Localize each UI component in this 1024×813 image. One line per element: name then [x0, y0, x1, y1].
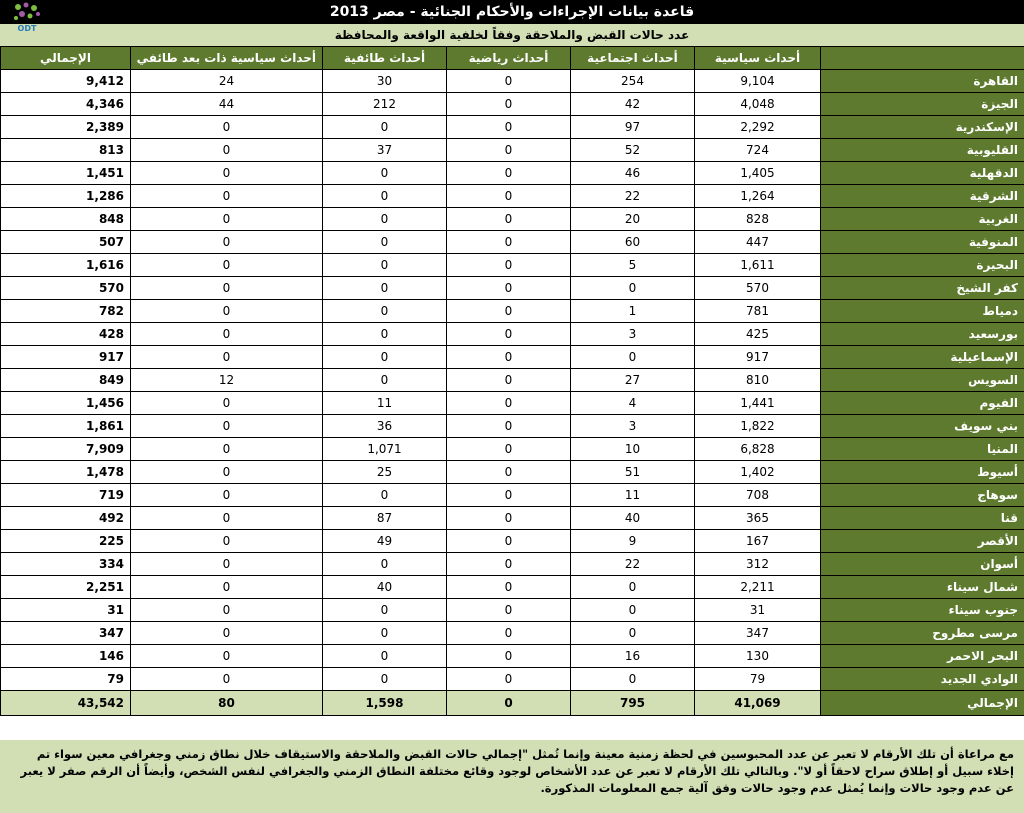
row-total-cell: 1,478: [1, 461, 131, 484]
value-cell: 27: [571, 369, 695, 392]
value-cell: 0: [447, 346, 571, 369]
arrests-table: [0, 46, 1024, 716]
value-cell: 0: [447, 93, 571, 116]
table-row: [1, 162, 1024, 185]
row-total-cell: 43,542: [1, 691, 131, 716]
governorate-cell: جنوب سيناء: [821, 599, 1024, 622]
value-cell: 0: [131, 530, 323, 553]
row-total-cell: 719: [1, 484, 131, 507]
governorate-cell: الفيوم: [821, 392, 1024, 415]
value-cell: 37: [323, 139, 447, 162]
value-cell: 5: [571, 254, 695, 277]
value-cell: 347: [695, 622, 821, 645]
value-cell: 40: [571, 507, 695, 530]
value-cell: 0: [131, 461, 323, 484]
row-total-cell: 428: [1, 323, 131, 346]
value-cell: 0: [323, 484, 447, 507]
row-total-cell: 79: [1, 668, 131, 691]
value-cell: 80: [131, 691, 323, 716]
value-cell: 4,048: [695, 93, 821, 116]
row-total-cell: 7,909: [1, 438, 131, 461]
table-row: [1, 277, 1024, 300]
value-cell: 0: [131, 162, 323, 185]
value-cell: 167: [695, 530, 821, 553]
value-cell: 97: [571, 116, 695, 139]
value-cell: 0: [447, 622, 571, 645]
table-row: [1, 392, 1024, 415]
table-row: [1, 208, 1024, 231]
governorate-cell: البحيرة: [821, 254, 1024, 277]
value-cell: 0: [571, 346, 695, 369]
value-cell: 0: [447, 553, 571, 576]
value-cell: 12: [131, 369, 323, 392]
governorate-cell: الأقصر: [821, 530, 1024, 553]
governorate-cell: الإسماعيلية: [821, 346, 1024, 369]
value-cell: 0: [447, 484, 571, 507]
row-total-cell: 31: [1, 599, 131, 622]
governorate-cell: الإسكندرية: [821, 116, 1024, 139]
value-cell: 1,441: [695, 392, 821, 415]
row-total-cell: 492: [1, 507, 131, 530]
value-cell: 0: [571, 668, 695, 691]
value-cell: 0: [323, 162, 447, 185]
value-cell: 0: [447, 323, 571, 346]
row-total-cell: 848: [1, 208, 131, 231]
value-cell: 365: [695, 507, 821, 530]
governorate-cell: دمياط: [821, 300, 1024, 323]
value-cell: 570: [695, 277, 821, 300]
value-cell: 0: [323, 185, 447, 208]
table-row: [1, 553, 1024, 576]
value-cell: 0: [131, 277, 323, 300]
value-cell: 51: [571, 461, 695, 484]
value-cell: 0: [447, 162, 571, 185]
value-cell: 0: [323, 622, 447, 645]
row-total-cell: 813: [1, 139, 131, 162]
value-cell: 44: [131, 93, 323, 116]
value-cell: 0: [323, 116, 447, 139]
value-cell: 0: [323, 208, 447, 231]
row-total-cell: 4,346: [1, 93, 131, 116]
column-header: أحداث اجتماعية: [571, 47, 695, 70]
value-cell: 0: [131, 645, 323, 668]
value-cell: 0: [323, 346, 447, 369]
value-cell: 1,405: [695, 162, 821, 185]
value-cell: 20: [571, 208, 695, 231]
logo-icon: [4, 2, 50, 24]
value-cell: 1,822: [695, 415, 821, 438]
value-cell: 6,828: [695, 438, 821, 461]
table-row: [1, 300, 1024, 323]
value-cell: 828: [695, 208, 821, 231]
value-cell: 60: [571, 231, 695, 254]
governorate-cell: أسيوط: [821, 461, 1024, 484]
value-cell: 0: [323, 254, 447, 277]
value-cell: 1,264: [695, 185, 821, 208]
governorate-cell: المنيا: [821, 438, 1024, 461]
value-cell: 1,071: [323, 438, 447, 461]
value-cell: 41,069: [695, 691, 821, 716]
value-cell: 1: [571, 300, 695, 323]
value-cell: 0: [323, 645, 447, 668]
value-cell: 0: [323, 599, 447, 622]
value-cell: 0: [131, 484, 323, 507]
value-cell: 708: [695, 484, 821, 507]
governorate-cell: القليوبية: [821, 139, 1024, 162]
governorate-cell: البحر الاحمر: [821, 645, 1024, 668]
value-cell: 11: [323, 392, 447, 415]
column-header: أحداث سياسية: [695, 47, 821, 70]
value-cell: 917: [695, 346, 821, 369]
table-row: [1, 323, 1024, 346]
value-cell: 0: [447, 254, 571, 277]
page-title: قاعدة بيانات الإجراءات والأحكام الجنائية - مصر 2013: [0, 0, 1024, 24]
value-cell: 0: [131, 415, 323, 438]
value-cell: 130: [695, 645, 821, 668]
value-cell: 46: [571, 162, 695, 185]
governorate-cell: القاهرة: [821, 70, 1024, 93]
governorate-cell: الدقهلية: [821, 162, 1024, 185]
value-cell: 22: [571, 185, 695, 208]
value-cell: 3: [571, 323, 695, 346]
value-cell: 1,598: [323, 691, 447, 716]
value-cell: 1,611: [695, 254, 821, 277]
table-row: [1, 438, 1024, 461]
value-cell: 87: [323, 507, 447, 530]
table-row: [1, 93, 1024, 116]
table-row: [1, 507, 1024, 530]
column-header: أحداث رياضية: [447, 47, 571, 70]
table-row: [1, 530, 1024, 553]
column-header: [821, 47, 1024, 70]
table-row: [1, 484, 1024, 507]
governorate-cell: أسوان: [821, 553, 1024, 576]
governorate-cell: بني سويف: [821, 415, 1024, 438]
value-cell: 0: [131, 323, 323, 346]
value-cell: 2,292: [695, 116, 821, 139]
value-cell: 22: [571, 553, 695, 576]
value-cell: 0: [447, 645, 571, 668]
value-cell: 1,402: [695, 461, 821, 484]
governorate-cell: المنوفية: [821, 231, 1024, 254]
value-cell: 0: [447, 530, 571, 553]
row-total-cell: 2,389: [1, 116, 131, 139]
value-cell: 3: [571, 415, 695, 438]
governorate-cell: مرسى مطروح: [821, 622, 1024, 645]
value-cell: 0: [447, 300, 571, 323]
value-cell: 0: [571, 576, 695, 599]
value-cell: 0: [447, 277, 571, 300]
table-row: [1, 346, 1024, 369]
value-cell: 425: [695, 323, 821, 346]
value-cell: 0: [447, 392, 571, 415]
value-cell: 0: [131, 185, 323, 208]
table-subtitle: عدد حالات القبض والملاحقة وفقاً لخلفية الواقعة والمحافظة: [0, 24, 1024, 47]
value-cell: 0: [131, 599, 323, 622]
governorate-cell: الجيزة: [821, 93, 1024, 116]
table-row: [1, 369, 1024, 392]
table-row: [1, 576, 1024, 599]
total-label: الإجمالي: [821, 691, 1024, 716]
value-cell: 42: [571, 93, 695, 116]
table-row: [1, 231, 1024, 254]
value-cell: 31: [695, 599, 821, 622]
value-cell: 0: [447, 369, 571, 392]
value-cell: 0: [447, 208, 571, 231]
footnote: مع مراعاة أن تلك الأرقام لا تعبر عن عدد المحبوسين في لحظة زمنية معينة وإنما تُمثل "إجمالي حالات القبض والملاحقة والاستيقاف خلال نطاق زمني وجغرافي معين سواء تم إخلاء سبيل أو إطلاق سراح لاحقاً أو لا". وبالتالي تلك الأرقام لا تعبر عن عدد الأشخاص لوجود وقائع مختلفة النطاق الزمني والجغرافي لنفس الشخص، وأيضاً أن الرقم صفر لا يعبر عن عدم وجود حالات وإنما يُمثل عدم وجود حالات وفق آلية جمع المعلومات المذكورة.: [0, 740, 1024, 813]
value-cell: 0: [131, 139, 323, 162]
value-cell: 0: [447, 415, 571, 438]
value-cell: 795: [571, 691, 695, 716]
odt-logo: [4, 2, 50, 42]
value-cell: 0: [447, 139, 571, 162]
value-cell: 0: [131, 668, 323, 691]
table-row: [1, 461, 1024, 484]
value-cell: 0: [131, 576, 323, 599]
row-total-cell: 570: [1, 277, 131, 300]
row-total-cell: 225: [1, 530, 131, 553]
value-cell: 0: [447, 599, 571, 622]
value-cell: 0: [131, 208, 323, 231]
value-cell: 0: [447, 438, 571, 461]
row-total-cell: 347: [1, 622, 131, 645]
governorate-cell: سوهاج: [821, 484, 1024, 507]
value-cell: 0: [447, 507, 571, 530]
value-cell: 9: [571, 530, 695, 553]
column-header: أحداث سياسية ذات بعد طائفي: [131, 47, 323, 70]
table-row: [1, 185, 1024, 208]
value-cell: 0: [323, 231, 447, 254]
row-total-cell: 334: [1, 553, 131, 576]
value-cell: 52: [571, 139, 695, 162]
value-cell: 0: [131, 392, 323, 415]
value-cell: 0: [323, 553, 447, 576]
value-cell: 0: [571, 277, 695, 300]
value-cell: 36: [323, 415, 447, 438]
value-cell: 16: [571, 645, 695, 668]
value-cell: 0: [447, 70, 571, 93]
value-cell: 810: [695, 369, 821, 392]
table-row: [1, 139, 1024, 162]
value-cell: 0: [131, 507, 323, 530]
governorate-cell: السويس: [821, 369, 1024, 392]
value-cell: 724: [695, 139, 821, 162]
value-cell: 10: [571, 438, 695, 461]
column-header: أحداث طائفية: [323, 47, 447, 70]
table-row: [1, 668, 1024, 691]
value-cell: 0: [447, 185, 571, 208]
row-total-cell: 1,456: [1, 392, 131, 415]
value-cell: 0: [131, 438, 323, 461]
table-row: [1, 254, 1024, 277]
value-cell: 0: [571, 622, 695, 645]
table-row: [1, 645, 1024, 668]
governorate-cell: الوادي الجديد: [821, 668, 1024, 691]
value-cell: 11: [571, 484, 695, 507]
governorate-cell: شمال سيناء: [821, 576, 1024, 599]
header-row: [1, 47, 1024, 70]
row-total-cell: 849: [1, 369, 131, 392]
row-total-cell: 1,616: [1, 254, 131, 277]
value-cell: 0: [447, 576, 571, 599]
value-cell: 0: [323, 369, 447, 392]
value-cell: 24: [131, 70, 323, 93]
value-cell: 0: [131, 231, 323, 254]
logo-text: ODT: [17, 24, 37, 33]
value-cell: 4: [571, 392, 695, 415]
value-cell: 40: [323, 576, 447, 599]
value-cell: 0: [131, 622, 323, 645]
value-cell: 781: [695, 300, 821, 323]
governorate-cell: الشرقية: [821, 185, 1024, 208]
table-row: [1, 116, 1024, 139]
table-row: [1, 70, 1024, 93]
value-cell: 0: [323, 300, 447, 323]
value-cell: 79: [695, 668, 821, 691]
value-cell: 9,104: [695, 70, 821, 93]
table-body: [1, 70, 1024, 716]
row-total-cell: 2,251: [1, 576, 131, 599]
row-total-cell: 507: [1, 231, 131, 254]
governorate-cell: كفر الشيخ: [821, 277, 1024, 300]
value-cell: 0: [131, 254, 323, 277]
value-cell: 0: [447, 231, 571, 254]
governorate-cell: قنا: [821, 507, 1024, 530]
value-cell: 0: [447, 691, 571, 716]
value-cell: 447: [695, 231, 821, 254]
value-cell: 0: [131, 553, 323, 576]
row-total-cell: 146: [1, 645, 131, 668]
governorate-cell: الغربية: [821, 208, 1024, 231]
row-total-cell: 782: [1, 300, 131, 323]
value-cell: 254: [571, 70, 695, 93]
value-cell: 0: [447, 116, 571, 139]
value-cell: 0: [447, 668, 571, 691]
row-total-cell: 9,412: [1, 70, 131, 93]
row-total-cell: 1,451: [1, 162, 131, 185]
row-total-cell: 1,861: [1, 415, 131, 438]
value-cell: 0: [323, 668, 447, 691]
value-cell: 212: [323, 93, 447, 116]
value-cell: 2,211: [695, 576, 821, 599]
value-cell: 0: [323, 277, 447, 300]
value-cell: 0: [571, 599, 695, 622]
column-header: الإجمالي: [1, 47, 131, 70]
governorate-cell: بورسعيد: [821, 323, 1024, 346]
total-row: [1, 691, 1024, 716]
value-cell: 49: [323, 530, 447, 553]
value-cell: 0: [131, 346, 323, 369]
table-row: [1, 415, 1024, 438]
value-cell: 0: [131, 300, 323, 323]
value-cell: 312: [695, 553, 821, 576]
value-cell: 30: [323, 70, 447, 93]
value-cell: 0: [323, 323, 447, 346]
row-total-cell: 1,286: [1, 185, 131, 208]
table-row: [1, 599, 1024, 622]
row-total-cell: 917: [1, 346, 131, 369]
table-row: [1, 622, 1024, 645]
value-cell: 0: [447, 461, 571, 484]
value-cell: 0: [131, 116, 323, 139]
value-cell: 25: [323, 461, 447, 484]
